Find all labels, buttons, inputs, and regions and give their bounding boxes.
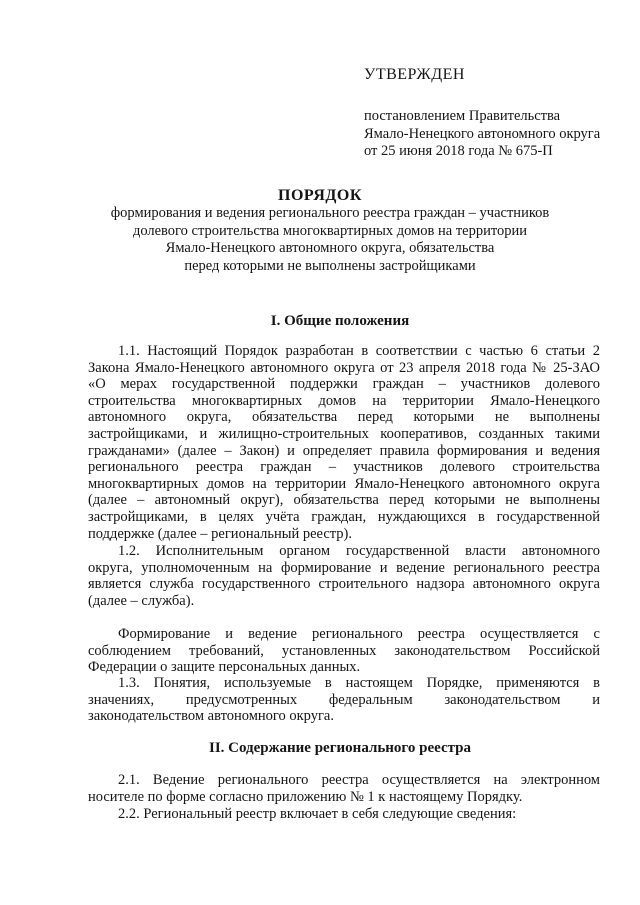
text-line: Формирование и ведение регионального реестра осуществляется с <box>118 626 600 642</box>
text-line: является служба государственного строительного надзора автономного округа <box>88 576 600 593</box>
approval-line: от 25 июня 2018 года № 675-П <box>364 143 553 159</box>
subtitle-line: перед которыми не выполнены застройщиками <box>184 257 476 274</box>
text-line: регионального реестра граждан – участников долевого строительства <box>88 459 600 476</box>
text-line: Закона Ямало-Ненецкого автономного округа от 23 апреля 2018 года № 25-ЗАО <box>88 359 600 376</box>
paragraph-1-2 <box>88 543 600 609</box>
text-line: (далее – служба). <box>88 592 195 609</box>
text-line: значениях, предусмотренных федеральным законодательством и <box>88 691 600 708</box>
text-line: округа, уполномоченным на формирование и ведение регионального реестра <box>88 559 600 576</box>
text-line: носителе по форме согласно приложению № 1 к настоящему Порядку. <box>88 788 523 805</box>
approval-line: постановлением Правительства <box>364 108 561 124</box>
paragraph-2-2 <box>88 806 600 823</box>
text-line: законодательством автономного округа. <box>88 708 334 725</box>
subtitle-line: формирования и ведения регионального реестра граждан – участников <box>110 205 550 221</box>
text-line: 1.2. Исполнительным органом государственной власти автономного <box>118 543 600 559</box>
text-line: соблюдением требований, установленных законодательством Российской <box>88 642 600 659</box>
subtitle-line: Ямало-Ненецкого автономного округа, обязательства <box>165 240 495 256</box>
text-line: гражданами» (далее – Закон) и определяет правила формирования и ведения <box>88 442 600 459</box>
text-line: строительства многоквартирных домов на территории Ямало-Ненецкого <box>88 392 600 409</box>
text-line: 1.1. Настоящий Порядок разработан в соответствии с частью 6 статьи 2 <box>118 343 600 359</box>
text-line: Федерации о защите персональных данных. <box>88 659 361 676</box>
paragraph-1-1 <box>88 343 600 542</box>
text-line: многоквартирных домов на территории Ямало-Ненецкого автономного округа <box>88 475 600 492</box>
section-2-heading: II. Содержание регионального реестра <box>208 740 472 756</box>
approval-reference <box>364 108 624 161</box>
document-title: ПОРЯДОК <box>278 187 362 204</box>
text-line: 2.2. Региональный реестр включает в себя следующие сведения: <box>118 806 517 822</box>
paragraph-1-2-continued <box>88 626 600 676</box>
text-line: (далее – автономный округ), обязательства перед которыми не выполнены <box>88 492 600 509</box>
text-line: 1.3. Понятия, используемые в настоящем Порядке, применяются в <box>118 675 600 691</box>
text-line: застройщиками, в целях учёта граждан, нуждающихся в государственной <box>88 508 600 525</box>
approval-stamp-heading: УТВЕРЖДЕН <box>364 66 465 83</box>
subtitle-line: долевого строительства многоквартирных домов на территории <box>132 222 528 239</box>
text-line: застройщиками, и жилищно-строительных кооперативов, созданных такими <box>88 425 600 442</box>
text-line: 2.1. Ведение регионального реестра осуществляется на электронном <box>118 772 600 788</box>
text-line: автономного округа, обязательства перед которыми не выполнены <box>88 409 600 426</box>
paragraph-2-1 <box>88 772 600 805</box>
text-line: поддержке (далее – региональный реестр). <box>88 525 353 542</box>
paragraph-1-3 <box>88 675 600 725</box>
document-subtitle <box>60 205 600 275</box>
section-1-heading: I. Общие положения <box>270 313 410 329</box>
text-line: «О мерах государственной поддержки граждан – участников долевого <box>88 376 600 393</box>
approval-line: Ямало-Ненецкого автономного округа <box>364 125 601 142</box>
